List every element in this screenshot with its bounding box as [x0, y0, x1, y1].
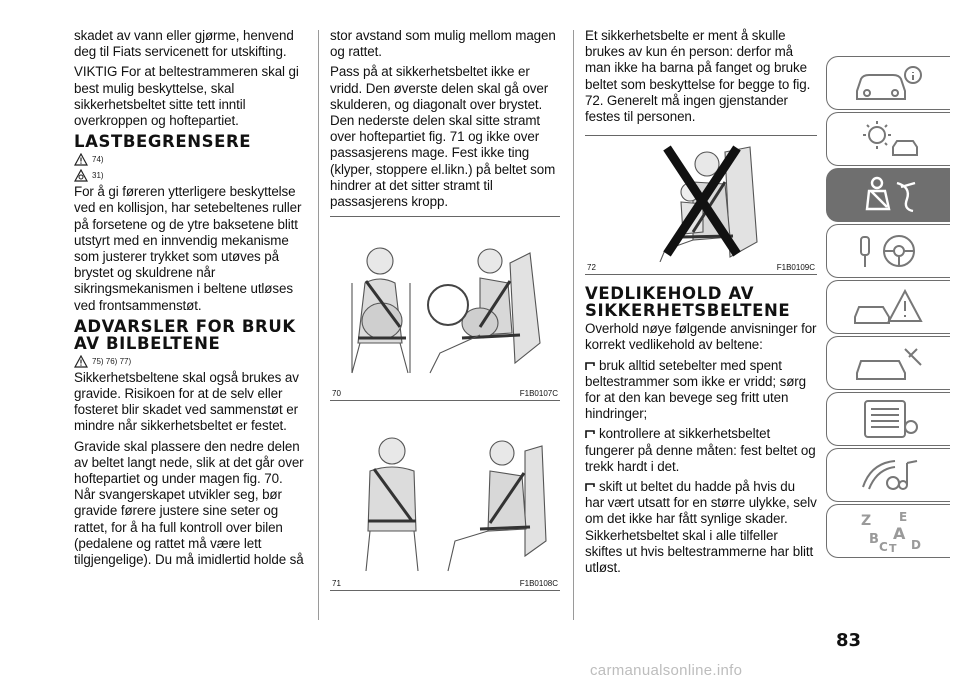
tab-index[interactable]	[826, 504, 950, 558]
tab-multimedia[interactable]	[826, 448, 950, 502]
tab-starting-driving[interactable]	[826, 224, 950, 278]
watermark: carmanualsonline.info	[590, 662, 743, 679]
list-item-text: bruk alltid setebelter med spent beltestrammer som ikke er vridd; sørg for at den kan bevege seg fritt uten hindringer;	[585, 357, 807, 422]
bullet-icon	[585, 483, 595, 492]
heading-lastbegrensere: LASTBEGRENSERE	[74, 132, 252, 152]
page-number: 83	[836, 630, 862, 651]
paragraph: Gravide skal plassere den nedre delen av beltet langt nede, slik at det går over hoftepartiet og under magen fig. 70. Når svangerskapet utvikler seg, bør gravide førere justere sine seter og rattet, for å ha full kontroll over bilen (pedalene og rattet må være lett tilgjengelige). Du må imidlertid holde så	[74, 438, 304, 568]
figure-71	[330, 407, 560, 591]
column-1	[74, 28, 306, 572]
index-letter: C	[878, 540, 888, 553]
figure-caption	[585, 263, 817, 272]
warning-reference	[74, 152, 306, 167]
list-item	[585, 358, 817, 423]
note-reference	[74, 168, 306, 183]
warning-car-icon	[849, 285, 929, 329]
paragraph: stor avstand som mulig mellom magen og rattet.	[330, 28, 556, 60]
figure-caption	[330, 579, 560, 588]
key-steering-icon	[849, 229, 929, 273]
bullet-icon	[585, 430, 595, 439]
tab-lights[interactable]	[826, 112, 950, 166]
figure-caption	[330, 389, 560, 398]
specs-icon	[849, 397, 929, 441]
paragraph: Pass på at sikkerhetsbeltet ikke er vridd. Den øverste delen skal gå over skulderen, og diagonalt over brystet. Den nederste delen skal sitte stramt over hoftepartiet fig. 71 og ikke over passasjerens mage. Fest ikke ting (klyper, stoppere el.likn.) på beltet som hindrer at det sitter stramt til passasjerens kropp.	[330, 64, 556, 210]
child-on-lap-prohibited-illustration	[585, 142, 817, 262]
figure-code: F1B0109C	[776, 263, 815, 273]
paragraph: skadet av vann eller gjørme, henvend deg til Fiats servicenett for utskifting.	[74, 28, 294, 60]
column-divider	[573, 30, 574, 620]
tab-car-info[interactable]	[826, 56, 950, 110]
maintenance-icon	[849, 341, 929, 385]
list-item	[585, 479, 817, 576]
tab-safety[interactable]	[826, 168, 950, 222]
car-info-icon	[849, 61, 929, 105]
paragraph: For å gi føreren ytterligere beskyttelse ved en kollisjon, har setebeltenes ruller på forsetene og de ytre baksetene blitt utstyrt med en innvendig mekanisme som justerer trykket som utøves på brystet og skuldrene når sikringsmekanismen i beltene utløses ved frontsammenstøt.	[74, 184, 302, 313]
paragraph: VIKTIG For at beltestrammeren skal gi best mulig beskyttelse, skal sikkerhetsbeltet sitte tett inntil overkroppen og hoftepartiet.	[74, 64, 299, 129]
heading-vedlikehold: VEDLIKEHOLD AV SIKKERHETSBELTENE	[585, 284, 791, 321]
paragraph: Overhold nøye følgende anvisninger for korrekt vedlikehold av beltene:	[585, 321, 817, 353]
index-letter: T	[888, 542, 897, 553]
column-3	[585, 28, 817, 580]
tab-technical-data[interactable]	[826, 392, 950, 446]
paragraph: Sikkerhetsbeltene skal også brukes av gravide. Risikoen for at de selv eller fosteret blir skadet ved sammenstøt er mindre når sikkerhetsbeltet er festet.	[74, 369, 299, 434]
list-item-text: kontrollere at sikkerhetsbeltet fungerer på denne måten: fest beltet og trekk hardt i det.	[585, 426, 816, 474]
figure-number: 72	[587, 263, 596, 273]
warning-triangle-icon	[74, 355, 88, 368]
index-letter: E	[898, 510, 907, 524]
caution-triangle-icon	[74, 169, 88, 182]
index-letter: B	[868, 532, 879, 547]
column-2	[330, 28, 560, 591]
figure-number: 70	[332, 389, 341, 399]
index-letter: Z	[860, 513, 871, 529]
reference-number: 31)	[92, 171, 104, 181]
index-icon	[849, 509, 929, 553]
index-letter: A	[892, 524, 905, 543]
reference-number: 74)	[92, 155, 104, 165]
figure-number: 71	[332, 579, 341, 589]
multimedia-icon	[849, 453, 929, 497]
figure-code: F1B0107C	[519, 389, 558, 399]
list-item-text: skift ut beltet du hadde på hvis du har vært utsatt for en større ulykke, selv om det ikke har fått synlige skader. Sikkerhetsbeltet skal i alle tilfeller skiftes ut hvis beltestrammerne har blitt utløst.	[585, 479, 817, 576]
figure-72	[585, 135, 817, 275]
chapter-tabs	[826, 56, 950, 560]
figure-code: F1B0108C	[519, 579, 558, 589]
paragraph: Et sikkerhetsbelte er ment å skulle brukes av kun én person: derfor må man ikke ha barna på fanget og bruke beltet som beskyttelse for begge to fig. 72. Generelt må ingen gjenstander festes til personen.	[585, 28, 811, 125]
seatbelt-airbag-icon	[849, 173, 929, 217]
tab-emergency[interactable]	[826, 280, 950, 334]
reference-number: 75) 76) 77)	[92, 356, 132, 366]
column-divider	[318, 30, 319, 620]
figure-70	[330, 216, 560, 401]
seated-belt-position-illustration	[330, 421, 560, 581]
pregnant-seatbelt-illustration	[330, 223, 560, 383]
bullet-icon	[585, 362, 595, 371]
lights-icon	[849, 117, 929, 161]
index-letter: D	[910, 538, 921, 552]
warning-triangle-icon	[74, 153, 88, 166]
warning-reference	[74, 354, 306, 369]
tab-maintenance[interactable]	[826, 336, 950, 390]
heading-advarsler: ADVARSLER FOR BRUK AV BILBELTENE	[74, 316, 296, 353]
list-item	[585, 426, 817, 475]
